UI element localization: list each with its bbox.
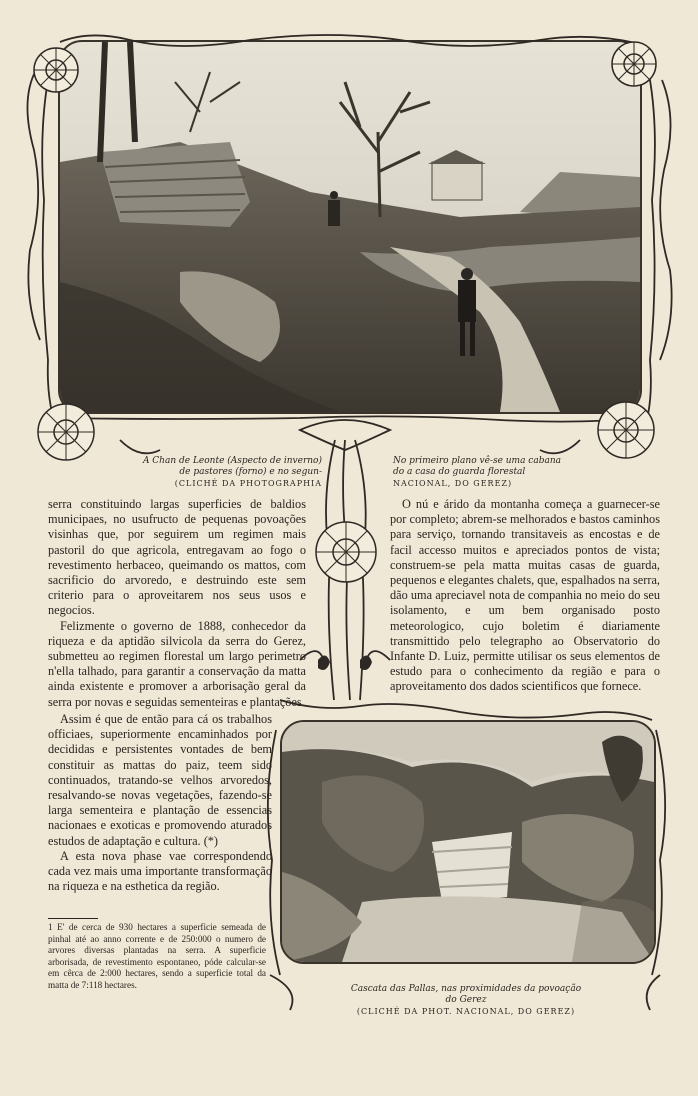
footnote: 1 E' de cerca de 930 hectares a superficie semeada de pinhal até ao anno corrente e de 250:000 o numero de arvores diversas plantadas na serra. A superficie arborisada, de revestimento espontaneo, póde calcular-se em cêrca de 2:000 hectares, sendo a superficie total da matta de 7:118 hectares. bbox=[48, 922, 266, 990]
caption-top-left-credit: (CLICHÉ DA PHOTOGRAPHIA bbox=[174, 479, 322, 488]
photo-chan-de-leonte bbox=[58, 40, 642, 414]
left-column-middle bbox=[48, 712, 272, 894]
caption-bottom-line1: Cascata das Pallas, nas proximidades da povoação bbox=[350, 984, 582, 994]
paragraph: Felizmente o governo de 1888, conhecedor da riqueza e da aptidão silvicola da serra do Gerez, submetteu ao regimen florestal um largo perimetro n'ella talhado, para garantir a conservação da matta ainda existente e promover a arborisação geral da serra por novas e seguidas sementeiras e plantações. bbox=[48, 618, 306, 709]
paragraph: serra constituindo largas superficies de baldios municipaes, no usufructo de pequenas povoações visinhas que, por seguirem um regimen mais pastoril do que agricola, entregavam ao fogo o revestimento herbaceo, queimando os mattos, com sacrificio do arvoredo, e destruindo este sem criterio para o aproveitarem nos seus usos e negocios. bbox=[48, 497, 306, 618]
caption-top-right-credit: NACIONAL, DO GEREZ) bbox=[393, 479, 513, 488]
left-column-top bbox=[48, 497, 306, 710]
photo-cascata-das-pallas bbox=[280, 720, 656, 964]
caption-bottom bbox=[306, 984, 626, 1017]
caption-top-left bbox=[92, 456, 322, 489]
caption-top-left-line1: A Chan de Leonte (Aspecto de inverno) bbox=[142, 456, 322, 466]
paragraph: O nú e árido da montanha começa a guarnecer-se por completo; abrem-se melhorados e bastos caminhos para serviço, tornando transitaveis as encostas e de facil accesso muitos e apreciados pontos de vista; construem-se pela matta muitas casas de guarda, pequenos e elegantes chalets, que, espalhados na serra, dão uma apreciavel nota de companhia no meio do seu isolamento, e um bem organisado posto meteorologico, cujo boletim é diariamente transmittido pelo telegrapho ao Observatorio do Infante D. Luiz, permitte utilisar os seus elementos de estudo para o conhecimento da região e para o aproveitamento dos dados scientificos que fornece. bbox=[390, 497, 660, 694]
caption-top-right bbox=[393, 456, 623, 489]
paragraph: Assim é que de então para cá os trabalhos officiaes, superiormente encaminhados por decididas e persistentes vontades de bem constituir as mattas do paiz, teem sido continuados, tratando-se velhos arvoredos, resalvando-se novas vegetações, fazendo-se larga sementeira e plantação de essencias nacionaes e exoticas e promovendo aturados estudos de adaptação e cultura. (*) bbox=[48, 712, 272, 848]
footnote-rule bbox=[48, 918, 98, 919]
caption-top-left-line2: de pastores (forno) e no segun- bbox=[179, 467, 322, 477]
caption-top-right-line1: No primeiro plano vê-se uma cabana bbox=[393, 456, 562, 466]
caption-bottom-line2: do Gerez bbox=[445, 995, 487, 1005]
paragraph: A esta nova phase vae correspondendo cada vez mais uma importante transformação na riqueza e na esthetica da região. bbox=[48, 848, 272, 894]
right-column bbox=[390, 497, 660, 695]
caption-bottom-credit: (CLICHÉ DA PHOT. NACIONAL, DO GEREZ) bbox=[356, 1007, 576, 1016]
caption-top-right-line2: do a casa do guarda florestal bbox=[393, 467, 526, 477]
